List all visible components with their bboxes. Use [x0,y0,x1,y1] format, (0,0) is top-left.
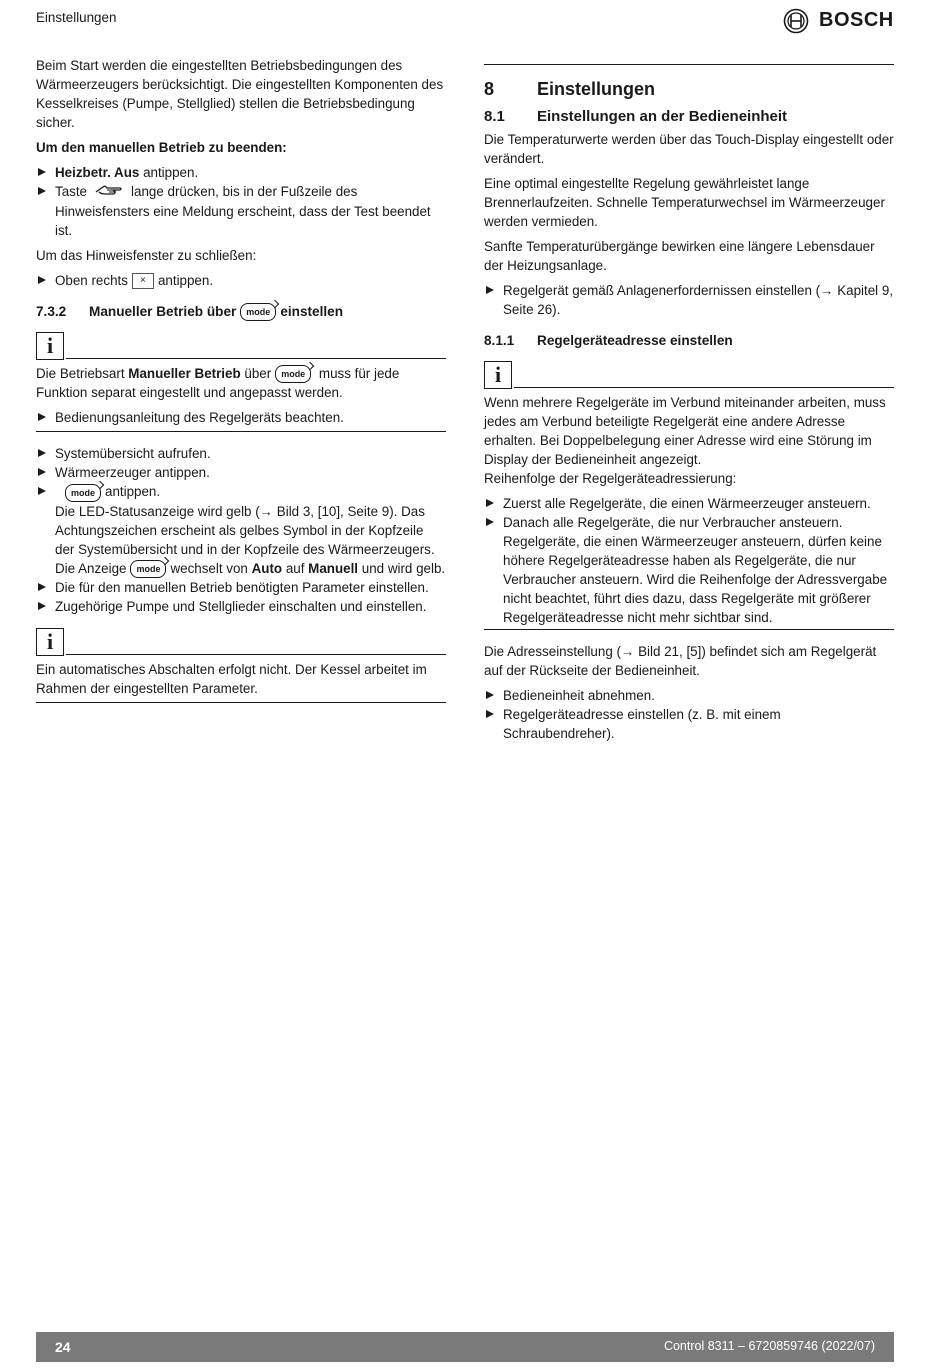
paragraph: Die Temperaturwerte werden über das Touch-Display eingestellt oder verändert. [484,132,894,166]
paragraph: Sanfte Temperaturübergänge bewirken eine längere Lebensdauer der Heizungsanlage. [484,239,875,273]
end-manual-list [36,163,446,240]
list-item: Die für den manuellen Betrieb benötigten Parameter einstellen. [36,578,446,597]
intro-paragraph: Beim Start werden die eingestellten Betriebsbedingungen des Wärmeerzeugers berücksichtigt. Die eingestellten Komponenten des Kesselkreises (Pumpe, Stellglied) stellen die Betriebsbedingung sicher. [36,58,444,130]
chapter-heading: 8 Einstellungen [484,79,656,99]
info-box-2 [36,628,446,703]
info-text: Wenn mehrere Regelgeräte im Verbund miteinander arbeiten, muss jedes am Verbund beteiligte Regelgerät eine andere Adresse erhalten. Bei Doppelbelegung einer Adresse wird eine Störung im Display der Bedieneinheit angezeigt. [484,395,886,467]
list-item: Regelgeräteadresse einstellen (z. B. mit einem Schraubendreher). [484,705,894,743]
list-item: Wärmeerzeuger antippen. [36,463,446,482]
mode-icon: mode [65,484,101,502]
list-item: Danach alle Regelgeräte, die nur Verbraucher ansteuern. Regelgeräte, die einen Wärmeerzeuger ansteuern, dürfen keine höhere Regelgeräteadresse haben als Regelgeräte, die nur Verbraucher ansteuern. Wird die Reihenfolge der Adressvergabe nicht beachtet, führt dies dazu, dass Regelgeräte mit größerer Regelgeräteadresse nicht mehr sichtbar sind. [484,513,894,627]
list-item: Bedieneinheit abnehmen. [484,686,894,705]
list-item: Zuerst alle Regelgeräte, die einen Wärmeerzeuger ansteuern. [484,494,894,513]
section-heading-8-1: 8.1 Einstellungen an der Bedieneinheit [484,108,788,125]
mode-icon: mode [240,303,276,321]
section-heading-8-1-1: 8.1.1 Regelgeräteadresse einstellen [484,333,733,348]
page-footer [36,1332,894,1362]
mode-icon: mode [130,560,166,578]
list-item: Bedienungsanleitung des Regelgeräts beachten. [36,408,446,427]
list-item: Regelgerät gemäß Anlagenerfordernissen einstellen (→ Kapitel 9, Seite 26). [484,281,894,319]
list-item: Zugehörige Pumpe und Stellglieder einschalten und einstellen. [36,597,446,616]
list-item: Oben rechts × antippen. [36,271,446,290]
list-item: Heizbetr. Aus antippen. [36,163,446,182]
info-list [484,494,894,627]
right-column [484,64,894,749]
settings-list [484,281,894,319]
document-id: Control 8311 – 6720859746 (2022/07) [663,1339,875,1353]
address-list [484,686,894,743]
info-box-1 [36,332,446,432]
running-header: Einstellungen [36,10,117,25]
info-text: Ein automatisches Abschalten erfolgt nicht. Der Kessel arbeitet im Rahmen der eingestellten Parameter. [36,662,427,697]
end-manual-heading: Um den manuellen Betrieb zu beenden: [36,140,287,155]
info-text: Die Betriebsart Manueller Betrieb über mode muss für jede Funktion separat eingestellt und angepasst werden. [36,365,400,401]
info-icon: i [484,361,512,389]
bosch-armature-icon [783,8,809,34]
close-list [36,271,446,290]
paragraph: Die Adresseinstellung (→ Bild 21, [5]) befindet sich am Regelgerät auf der Rückseite der Bedieneinheit. [484,644,877,678]
info-list [36,408,446,427]
brand-name: BOSCH [819,9,894,31]
info-icon: i [36,628,64,656]
close-icon: × [132,273,154,289]
list-item: mode antippen. Die LED-Statusanzeige wird gelb (→ Bild 3, [10], Seite 9). Das Achtungszeichen erscheint als gelbes Symbol in der Kopfzeile der Systemübersicht und in der Kopfzeile des Wärmeerzeugers. Die Anzeige mode wechselt von Auto auf Manuell und wird gelb. [36,482,446,578]
list-item: Taste lange drücken, bis in der Fußzeile des Hinweisfensters eine Meldung erscheint, dass der Test beendet ist. [36,182,446,240]
paragraph: Eine optimal eingestellte Regelung gewährleistet lange Brennerlaufzeiten. Schnelle Temperaturwechsel im Wärmeerzeuger werden vermieden. [484,176,885,229]
steps-list [36,444,446,616]
hand-icon [95,183,123,202]
page-number: 24 [55,1339,71,1355]
list-item: Systemübersicht aufrufen. [36,444,446,463]
info-icon: i [36,332,64,360]
left-column [36,56,446,703]
section-heading-7-3-2: 7.3.2 Manueller Betrieb über mode einstellen [36,302,446,322]
close-heading: Um das Hinweisfenster zu schließen: [36,247,257,263]
mode-icon: mode [275,365,311,383]
bosch-logo [783,7,895,35]
info-box-3 [484,361,894,630]
info-text: Reihenfolge der Regelgeräteadressierung: [484,471,737,486]
